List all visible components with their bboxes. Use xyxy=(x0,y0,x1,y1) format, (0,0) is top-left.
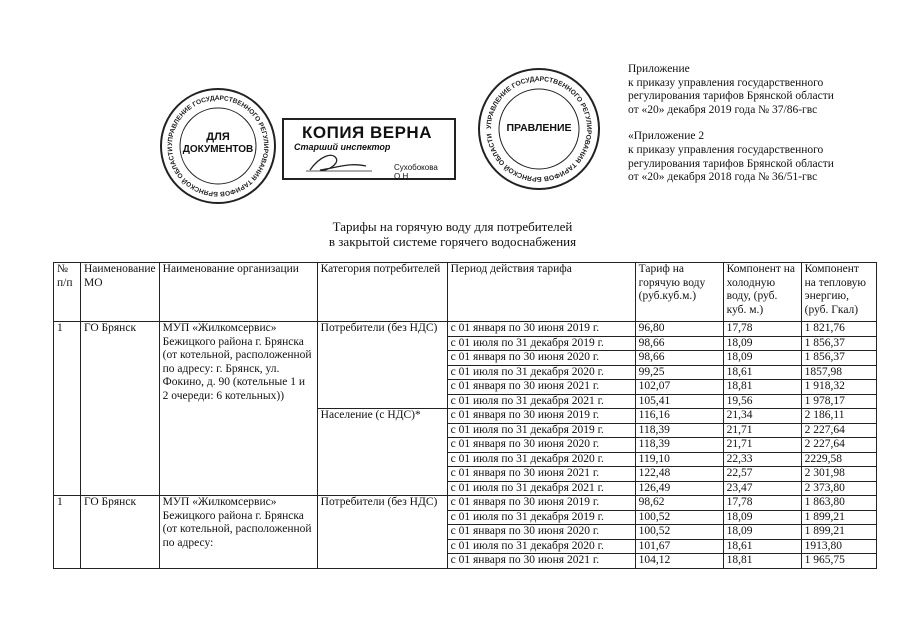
cell-heat: 1913,80 xyxy=(801,539,876,554)
cell-tariff: 100,52 xyxy=(635,525,723,540)
appendix-line: регулирования тарифов Брянской области xyxy=(628,90,834,103)
cell-org: МУП «Жилкомсервис» Бежицкого района г. Брянска (от котельной, расположенной по адресу: xyxy=(159,496,317,569)
cell-period: с 01 января по 30 июня 2020 г. xyxy=(447,525,635,540)
cell-cold: 19,56 xyxy=(723,394,801,409)
cell-heat: 1857,98 xyxy=(801,365,876,380)
signature-icon xyxy=(306,150,376,176)
appendix-line: «Приложение 2 xyxy=(628,130,705,143)
cell-period: с 01 июля по 31 декабря 2020 г. xyxy=(447,452,635,467)
cell-period: с 01 января по 30 июня 2021 г. xyxy=(447,554,635,569)
right-round-stamp xyxy=(478,68,600,190)
cell-cold: 18,09 xyxy=(723,336,801,351)
cell-period: с 01 января по 30 июня 2019 г. xyxy=(447,496,635,511)
cell-tariff: 126,49 xyxy=(635,481,723,496)
document-title xyxy=(0,219,905,249)
cell-cold: 21,71 xyxy=(723,423,801,438)
cell-mo: ГО Брянск xyxy=(81,322,160,496)
cell-heat: 2 373,80 xyxy=(801,481,876,496)
header-category: Категория потребителей xyxy=(317,263,447,322)
cell-cold: 23,47 xyxy=(723,481,801,496)
cell-period: с 01 июля по 31 декабря 2021 г. xyxy=(447,481,635,496)
cell-tariff: 118,39 xyxy=(635,438,723,453)
left-round-stamp xyxy=(160,88,276,204)
cell-cold: 22,33 xyxy=(723,452,801,467)
cell-num: 1 xyxy=(54,496,81,569)
cell-period: с 01 июля по 31 декабря 2019 г. xyxy=(447,510,635,525)
stamp-center-text: ДОКУМЕНТОВ xyxy=(182,144,254,155)
cell-tariff: 98,62 xyxy=(635,496,723,511)
copy-stamp-title: КОПИЯ ВЕРНА xyxy=(302,123,432,142)
cell-heat: 1 821,76 xyxy=(801,322,876,337)
cell-heat: 1 965,75 xyxy=(801,554,876,569)
tariff-table xyxy=(53,262,877,569)
stamp-center-text: ПРАВЛЕНИЕ xyxy=(506,122,572,134)
copy-stamp-name: Сухобокова О.Н. xyxy=(394,163,438,181)
cell-tariff: 105,41 xyxy=(635,394,723,409)
cell-cold: 22,57 xyxy=(723,467,801,482)
cell-period: с 01 января по 30 июня 2020 г. xyxy=(447,351,635,366)
cell-cold: 18,61 xyxy=(723,539,801,554)
header-period: Период действия тарифа xyxy=(447,263,635,322)
cell-cold: 18,81 xyxy=(723,380,801,395)
appendix-line: к приказу управления государственного xyxy=(628,76,824,89)
table-row xyxy=(54,322,877,337)
cell-heat: 1 856,37 xyxy=(801,351,876,366)
cell-heat: 1 856,37 xyxy=(801,336,876,351)
cell-period: с 01 июля по 31 декабря 2020 г. xyxy=(447,365,635,380)
stamp-ring-text: УПРАВЛЕНИЕ ГОСУДАРСТВЕННОГО РЕГУЛИРОВАНИЯ ТАРИФОВ БРЯНСКОЙ ОБЛАСТИ xyxy=(166,94,270,198)
cell-cold: 18,09 xyxy=(723,351,801,366)
cell-period: с 01 января по 30 июня 2021 г. xyxy=(447,467,635,482)
cell-cold: 17,78 xyxy=(723,496,801,511)
copy-stamp-role: Старший инспектор xyxy=(294,142,391,152)
cell-org: МУП «Жилкомсервис» Бежицкого района г. Брянска (от котельной, расположенной по адресу: г. Брянск, ул. Фокино, д. 90 (котельные 1 и 2 очереди: 6 котельных)) xyxy=(159,322,317,496)
appendix-line: регулирования тарифов Брянской области xyxy=(628,157,834,170)
cell-tariff: 122,48 xyxy=(635,467,723,482)
cell-tariff: 98,66 xyxy=(635,351,723,366)
cell-heat: 1 978,17 xyxy=(801,394,876,409)
cell-cold: 21,71 xyxy=(723,438,801,453)
cell-category: Потребители (без НДС) xyxy=(317,496,447,569)
cell-tariff: 118,39 xyxy=(635,423,723,438)
cell-heat: 2 227,64 xyxy=(801,423,876,438)
copy-certified-stamp xyxy=(282,118,456,180)
cell-period: с 01 января по 30 июня 2019 г. xyxy=(447,409,635,424)
cell-period: с 01 января по 30 июня 2020 г. xyxy=(447,438,635,453)
cell-tariff: 100,52 xyxy=(635,510,723,525)
cell-heat: 2 227,64 xyxy=(801,438,876,453)
cell-cold: 18,09 xyxy=(723,510,801,525)
header-org: Наименование организации xyxy=(159,263,317,322)
cell-period: с 01 июля по 31 декабря 2019 г. xyxy=(447,336,635,351)
cell-cold: 21,34 xyxy=(723,409,801,424)
cell-period: с 01 января по 30 июня 2019 г. xyxy=(447,322,635,337)
appendix-reference xyxy=(628,63,834,185)
cell-heat: 1 918,32 xyxy=(801,380,876,395)
title-line: в закрытой системе горячего водоснабжения xyxy=(328,234,577,249)
header-num: № п/п xyxy=(54,263,81,322)
cell-tariff: 96,80 xyxy=(635,322,723,337)
appendix-line: Приложение xyxy=(628,63,690,75)
cell-tariff: 116,16 xyxy=(635,409,723,424)
cell-period: с 01 июля по 31 декабря 2019 г. xyxy=(447,423,635,438)
cell-heat: 2 186,11 xyxy=(801,409,876,424)
cell-tariff: 98,66 xyxy=(635,336,723,351)
cell-tariff: 101,67 xyxy=(635,539,723,554)
cell-heat: 1 899,21 xyxy=(801,510,876,525)
appendix-line: от «20» декабря 2019 года № 37/86-гвс xyxy=(628,103,818,116)
title-line: Тарифы на горячую воду для потребителей xyxy=(332,219,573,234)
cell-tariff: 99,25 xyxy=(635,365,723,380)
cell-heat: 1 863,80 xyxy=(801,496,876,511)
cell-cold: 18,09 xyxy=(723,525,801,540)
table-row xyxy=(54,496,877,511)
cell-period: с 01 января по 30 июня 2021 г. xyxy=(447,380,635,395)
cell-category: Население (с НДС)* xyxy=(317,409,447,496)
cell-cold: 17,78 xyxy=(723,322,801,337)
cell-heat: 2 301,98 xyxy=(801,467,876,482)
header-tariff: Тариф на горячую воду (руб.куб.м.) xyxy=(635,263,723,322)
cell-heat: 2229,58 xyxy=(801,452,876,467)
appendix-line: к приказу управления государственного xyxy=(628,143,824,156)
table-header-row xyxy=(54,263,877,322)
header-cold: Компонент на холодную воду, (руб. куб. м.) xyxy=(723,263,801,322)
cell-category: Потребители (без НДС) xyxy=(317,322,447,409)
cell-tariff: 104,12 xyxy=(635,554,723,569)
header-mo: Наименование МО xyxy=(81,263,160,322)
header-heat: Компонент на тепловую энергию, (руб. Гкал) xyxy=(801,263,876,322)
appendix-line: от «20» декабря 2018 года № 36/51-гвс xyxy=(628,171,818,184)
stamp-center-text: ДЛЯ xyxy=(206,131,230,143)
cell-tariff: 102,07 xyxy=(635,380,723,395)
stamp-ring-text: УПРАВЛЕНИЕ ГОСУДАРСТВЕННОГО РЕГУЛИРОВАНИЯ ТАРИФОВ БРЯНСКОЙ ОБЛАСТИ xyxy=(485,75,593,183)
cell-cold: 18,81 xyxy=(723,554,801,569)
cell-cold: 18,61 xyxy=(723,365,801,380)
cell-tariff: 119,10 xyxy=(635,452,723,467)
cell-mo: ГО Брянск xyxy=(81,496,160,569)
cell-period: с 01 июля по 31 декабря 2021 г. xyxy=(447,394,635,409)
cell-num: 1 xyxy=(54,322,81,496)
cell-period: с 01 июля по 31 декабря 2020 г. xyxy=(447,539,635,554)
cell-heat: 1 899,21 xyxy=(801,525,876,540)
